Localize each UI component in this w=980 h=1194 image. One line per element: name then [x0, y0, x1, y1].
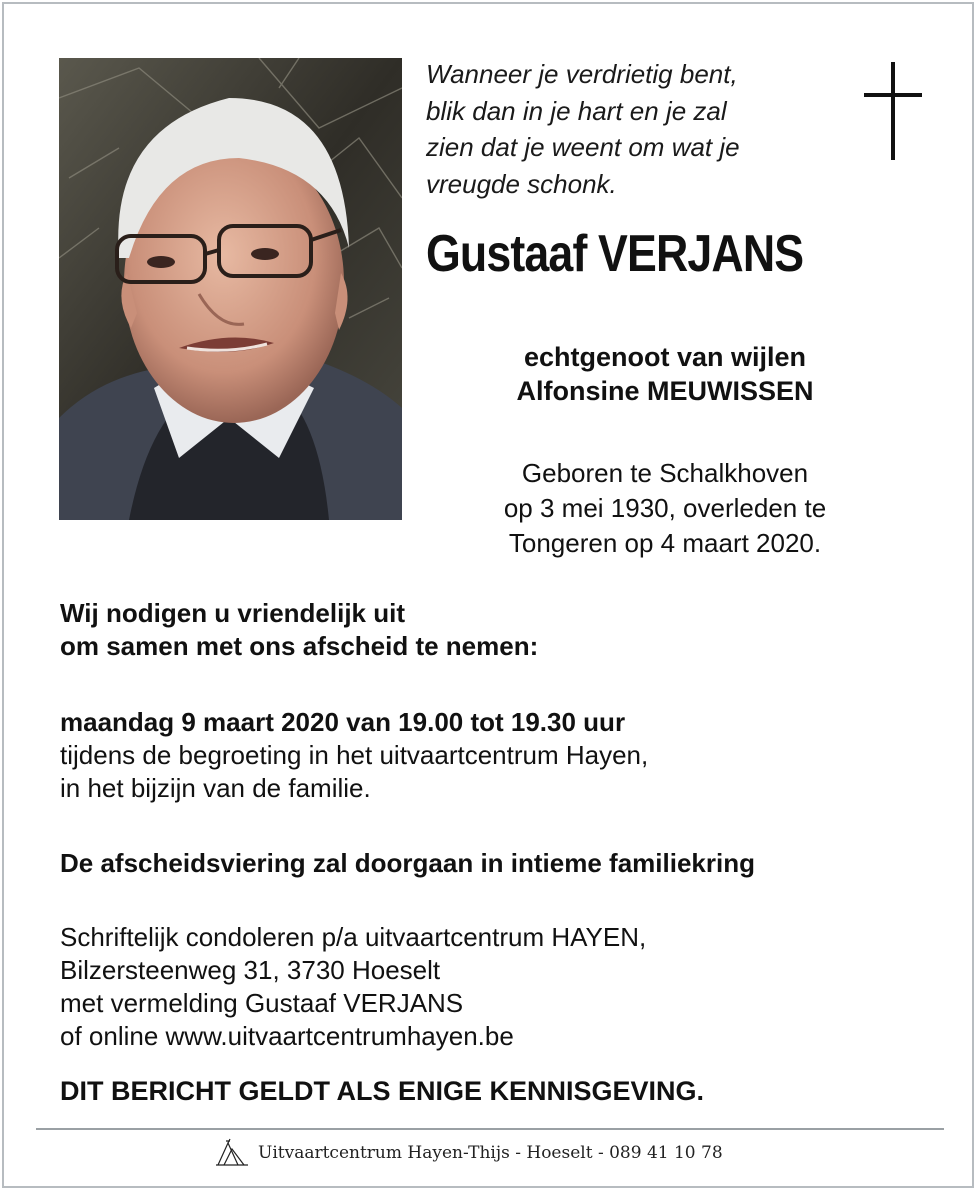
birth-line: Geboren te Schalkhoven — [521, 458, 809, 488]
birth-line: op 3 mei 1930, overleden te — [503, 493, 827, 523]
official-notice: DIT BERICHT GELDT ALS ENIGE KENNISGEVING. — [60, 1076, 705, 1106]
funeral-home-logo-icon — [214, 1137, 250, 1169]
footer-divider — [36, 1128, 944, 1130]
spouse-line: echtgenoot van wijlen — [523, 342, 807, 372]
poem — [426, 56, 826, 202]
poem-line: blik dan in je hart en je zal — [426, 95, 727, 126]
invitation — [60, 597, 538, 663]
ceremony-note: De afscheidsviering zal doorgaan in intieme familiekring — [60, 848, 755, 878]
spouse-info — [430, 340, 900, 408]
visitation-date: maandag 9 maart 2020 van 19.00 tot 19.30 uur — [60, 707, 626, 737]
condolences-line: Schriftelijk condoleren p/a uitvaartcentrum HAYEN, — [60, 922, 647, 952]
condolences — [60, 921, 646, 1053]
portrait-photo — [59, 58, 402, 520]
footer-text: Uitvaartcentrum Hayen-Thijs - Hoeselt - 089 41 10 78 — [258, 1143, 723, 1163]
visitation-line: in het bijzijn van de familie. — [60, 773, 371, 803]
poem-line: zien dat je weent om wat je — [426, 132, 740, 162]
deceased-name: Gustaaf VERJANS — [426, 225, 804, 283]
condolences-website: of online www.uitvaartcentrumhayen.be — [60, 1021, 514, 1051]
spouse-name: Alfonsine MEUWISSEN — [516, 376, 814, 406]
condolences-address: Bilzersteenweg 31, 3730 Hoeselt — [60, 955, 441, 985]
visitation-line: tijdens de begroeting in het uitvaartcentrum Hayen, — [60, 740, 649, 770]
poem-line: vreugde schonk. — [426, 168, 617, 199]
cross-icon — [864, 62, 922, 160]
condolences-line: met vermelding Gustaaf VERJANS — [60, 988, 464, 1018]
birth-line: Tongeren op 4 maart 2020. — [508, 528, 822, 558]
footer — [214, 1135, 723, 1171]
poem-line: Wanneer je verdrietig bent, — [426, 59, 738, 89]
visitation — [60, 706, 648, 805]
invitation-line: om samen met ons afscheid te nemen: — [60, 631, 539, 661]
invitation-line: Wij nodigen u vriendelijk uit — [60, 598, 406, 628]
birth-death-info — [430, 456, 900, 561]
